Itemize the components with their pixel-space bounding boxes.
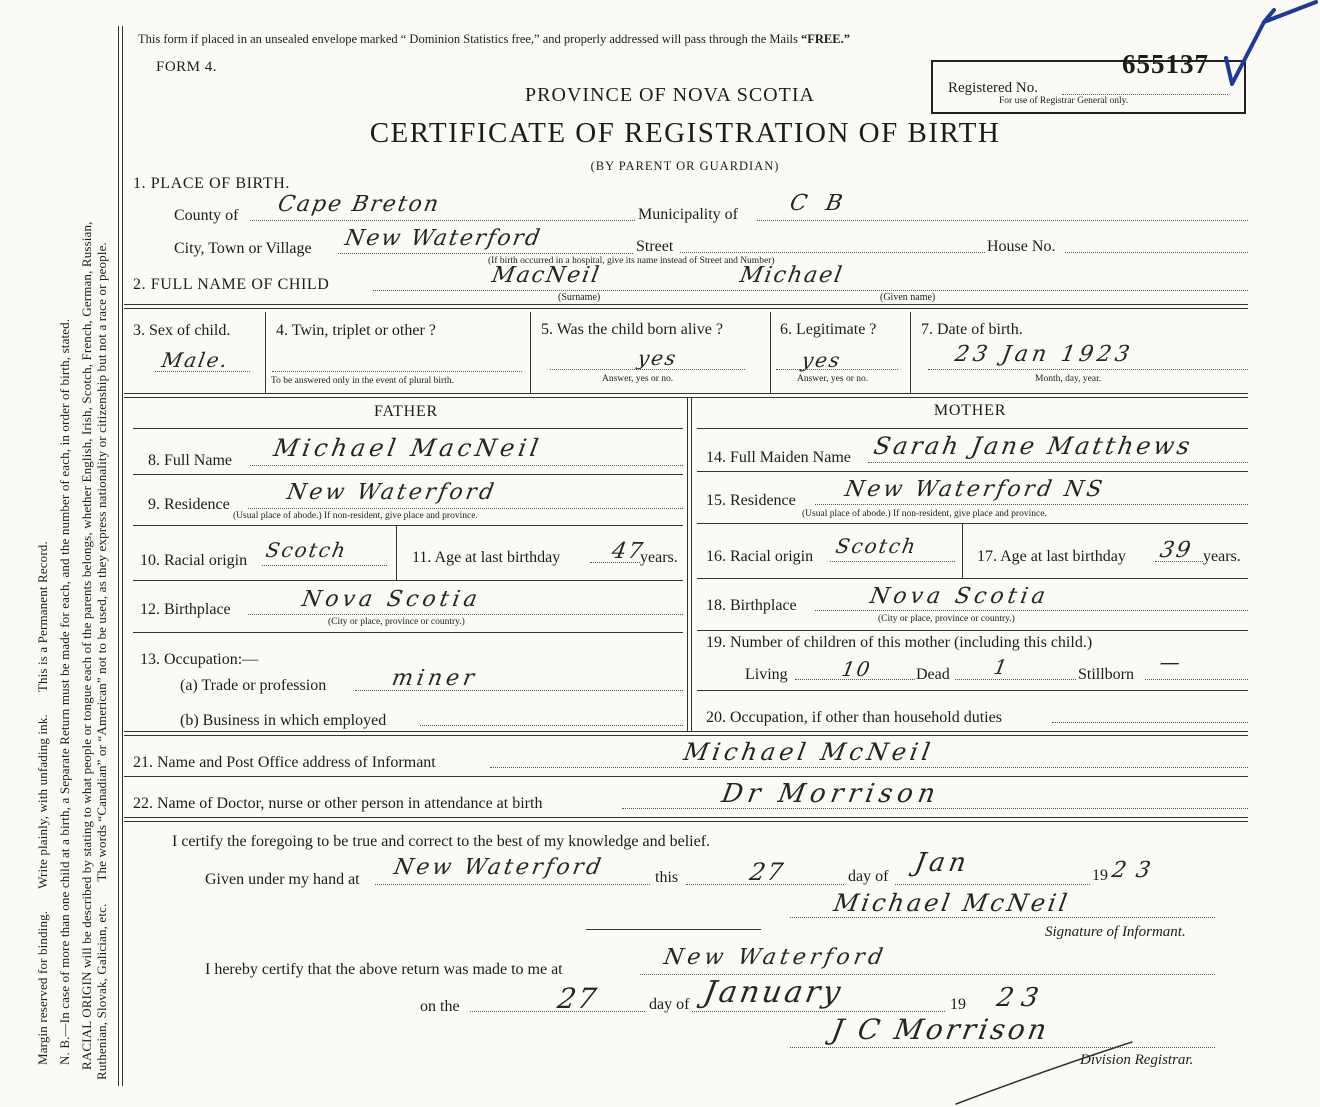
rule [133,580,683,581]
rule [697,428,1248,429]
sex-label: 3. Sex of child. [133,322,231,339]
rule [133,474,683,475]
father-residence-line [248,508,683,509]
ink-flourish [950,1030,1150,1107]
margin-ink-note: Write plainly, with unfading ink. [35,714,50,889]
certificate-subtitle: (BY PARENT OR GUARDIAN) [590,159,780,173]
father-trade-label: (a) Trade or profession [180,677,327,694]
surname-caption: (Surname) [558,292,601,303]
street-label: Street [636,238,674,255]
column-divider-inner [691,397,692,732]
date-of-birth-line [928,369,1248,370]
mother-occupation-line [1052,722,1248,723]
house-number-line [1065,252,1248,253]
rule [697,523,1248,524]
rule [124,731,1248,732]
plural-birth-note: To be answered only in the event of plural birth. [271,376,454,386]
date-of-birth-note: Month, day, year. [1035,374,1102,384]
father-age-unit: years. [640,549,678,566]
margin-notes [0,18,120,1080]
rule [124,393,1248,394]
registrar-day-value: 27 [555,982,601,1015]
blue-check-mark [1212,0,1320,100]
child-surname-value: MacNeil [489,263,603,288]
father-name-label: 8. Full Name [148,452,232,469]
column-divider-outer [687,397,688,732]
rule [133,428,683,429]
given-month-value: Jan [912,848,973,878]
rule [133,525,683,526]
sex-value: Male. [159,348,232,372]
father-birthplace-note: (City or place, province or country.) [328,617,465,627]
date-of-birth-label: 7. Date of birth. [921,321,1023,338]
mother-residence-note: (Usual place of abode.) If non-resident, give place and province. [802,509,1047,519]
given-century: 19 [1092,867,1108,884]
father-heading: FATHER [373,403,439,420]
informant-label: 21. Name and Post Office address of Informant [133,754,436,771]
attendant-value: Dr Morrison [719,779,943,809]
plural-birth-line [272,371,522,372]
divider [530,312,531,393]
given-day-of-label: day of [848,868,889,885]
divider [265,312,266,393]
city-line [338,253,633,254]
registrar-month-line [692,1011,945,1012]
legitimate-label: 6. Legitimate ? [780,321,877,338]
certificate-title: CERTIFICATE OF REGISTRATION OF BIRTH [369,117,1001,149]
municipality-label: Municipality of [638,206,738,223]
registered-label: Registered No. [948,80,1038,96]
mother-origin-value: Scotch [833,534,920,558]
father-residence-label: 9. Residence [148,496,230,513]
given-day-value: 27 [747,858,788,886]
mother-residence-value: New Waterford NS [842,477,1107,502]
born-alive-value: yes [635,346,680,370]
mother-birthplace-line [815,610,1248,611]
stillborn-label: Stillborn [1078,666,1135,683]
municipality-line [757,220,1248,221]
sex-line [155,371,250,372]
children-count-label: 19. Number of children of this mother (including this child.) [706,634,1093,651]
left-border-inner [122,26,123,1086]
rule [124,397,1248,398]
father-origin-label: 10. Racial origin [140,552,248,569]
city-label: City, Town or Village [174,240,312,257]
rule [124,308,1248,309]
mother-heading: MOTHER [933,402,1007,419]
registered-number: 655137 [1122,49,1209,79]
mother-name-label: 14. Full Maiden Name [706,449,851,466]
father-business-line [420,725,683,726]
margin-racial-origin-note-1: RACIAL ORIGIN will be described by stating to what people or tongue each of the parents belongs, whether English, Irish, Scotch, French, German, Russian, [79,221,94,1070]
street-line [680,252,985,253]
county-label: County of [174,207,239,224]
place-of-birth-heading: 1. PLACE OF BIRTH. [133,175,290,192]
father-trade-value: miner [389,666,480,691]
registrar-note: For use of Registrar General only. [999,96,1129,106]
registered-number-line [1062,94,1228,95]
child-name-label: 2. FULL NAME OF CHILD [133,276,330,293]
given-place-value: New Waterford [391,855,606,880]
mother-origin-line [830,561,955,562]
dead-label: Dead [916,666,950,683]
separator-line [586,929,761,930]
given-place-line [375,884,650,885]
margin-line-1 [36,541,50,1065]
mother-origin-label: 16. Racial origin [706,548,814,565]
mother-birthplace-note: (City or place, province or country.) [878,614,1015,624]
house-number-label: House No. [987,238,1056,255]
mother-age-value: 39 [1157,538,1195,563]
father-name-line [250,465,683,466]
attendant-label: 22. Name of Doctor, nurse or other person in attendance at birth [133,795,543,812]
rule [124,735,1248,736]
rule [133,632,683,633]
margin-binding-note: Margin reserved for binding. [35,910,50,1065]
father-business-label: (b) Business in which employed [180,712,387,729]
mother-age-unit: years. [1203,548,1241,565]
mother-residence-line [815,504,1248,505]
county-value: Cape Breton [275,192,443,217]
father-occupation-label: 13. Occupation:— [140,651,259,668]
mother-birthplace-value: Nova Scotia [867,584,1051,609]
informant-line [490,767,1248,768]
father-age-value: 47 [609,539,647,564]
legitimate-value: yes [799,348,844,372]
given-month-line [895,884,1090,885]
father-birthplace-line [248,614,683,615]
father-name-value: Michael MacNeil [271,434,545,462]
mail-notice-line [138,33,850,47]
rule [124,776,1248,777]
city-value: New Waterford [342,226,544,251]
mother-name-value: Sarah Jane Matthews [871,432,1195,460]
registrar-place-value: New Waterford [661,945,889,970]
legitimate-line [776,369,898,370]
informant-signature-line [790,917,1215,918]
province-heading: PROVINCE OF NOVA SCOTIA [525,84,815,106]
divider [770,312,771,393]
form-number: FORM 4. [156,59,218,75]
stillborn-line [1145,679,1248,680]
father-origin-line [262,565,387,566]
rule [124,817,1248,818]
rule [697,690,1248,691]
informant-signature-caption: Signature of Informant. [1045,924,1186,940]
registrar-statement: I hereby certify that the above return was made to me at [205,961,563,978]
living-value: 10 [839,657,874,681]
dead-line [955,679,1076,680]
given-under-hand-label: Given under my hand at [205,871,360,888]
registrar-signature: J C Morrison [829,1013,1052,1046]
mother-birthplace-label: 18. Birthplace [706,597,797,614]
divider [396,525,397,580]
margin-line-4 [95,242,109,1080]
born-alive-note: Answer, yes or no. [602,374,674,384]
margin-racial-origin-note-3: The words “Canadian” or “American” not to be used, as they express nationality or citizenship but not a race or people. [94,242,109,882]
rule [697,630,1248,631]
margin-racial-origin-note-2: Ruthenian, Slovak, Galician, etc. [94,903,109,1080]
living-label: Living [745,666,788,683]
certification-statement: I certify the foregoing to be true and correct to the best of my knowledge and belief. [172,833,711,850]
rule [124,821,1248,822]
father-birthplace-label: 12. Birthplace [140,601,231,618]
mother-residence-label: 15. Residence [706,492,796,509]
margin-multiple-births-note: N. B.—In case of more than one child at a birth, a Separate Return must be made for each, and the number of each, in order of birth, stated. [57,318,72,1065]
stillborn-value: — [1157,650,1185,674]
divider [910,312,911,393]
left-border-outer [118,26,119,1086]
on-the-label: on the [420,998,460,1015]
child-given-name-value: Michael [737,263,846,288]
father-origin-value: Scotch [263,538,350,562]
given-year-value: 23 [1109,858,1163,883]
mother-occupation-label: 20. Occupation, if other than household duties [706,709,1002,726]
mother-name-line [868,462,1248,463]
father-residence-value: New Waterford [284,480,499,505]
given-name-caption: (Given name) [880,292,936,303]
divider [962,523,963,578]
municipality-value: C B [787,191,851,216]
plural-birth-label: 4. Twin, triplet or other ? [276,322,436,339]
informant-value: Michael McNeil [681,738,937,766]
registrar-day-of-label: day of [649,996,690,1013]
dead-value: 1 [991,655,1011,679]
margin-permanent-note: This is a Permanent Record. [35,541,50,693]
informant-signature: Michael McNeil [831,889,1073,917]
legitimate-note: Answer, yes or no. [797,374,869,384]
registrar-century: 19 [950,996,966,1013]
hospital-note: (If birth occurred in a hospital, give its name instead of Street and Number) [488,256,775,266]
mail-free: “FREE.” [801,32,850,46]
this-label: this [655,869,679,886]
born-alive-label: 5. Was the child born alive ? [541,321,723,338]
father-residence-note: (Usual place of abode.) If non-resident, give place and province. [233,511,478,521]
rule [697,578,1248,579]
rule [124,304,1248,305]
registrar-month-value: January [701,975,846,1010]
born-alive-line [550,369,745,370]
rule [697,471,1248,472]
father-birthplace-value: Nova Scotia [299,587,483,612]
mail-notice: This form if placed in an unsealed envelope marked “ Dominion Statistics free,” and properly addressed will pass through the Mails [138,32,798,46]
registrar-year-value: 23 [994,983,1049,1013]
registrar-signature-caption: Division Registrar. [1080,1052,1194,1068]
county-line [250,220,635,221]
child-name-line [373,290,1248,291]
mother-age-label: 17. Age at last birthday [977,548,1126,565]
father-age-label: 11. Age at last birthday [412,549,561,566]
date-of-birth-value: 23 Jan 1923 [952,342,1136,367]
